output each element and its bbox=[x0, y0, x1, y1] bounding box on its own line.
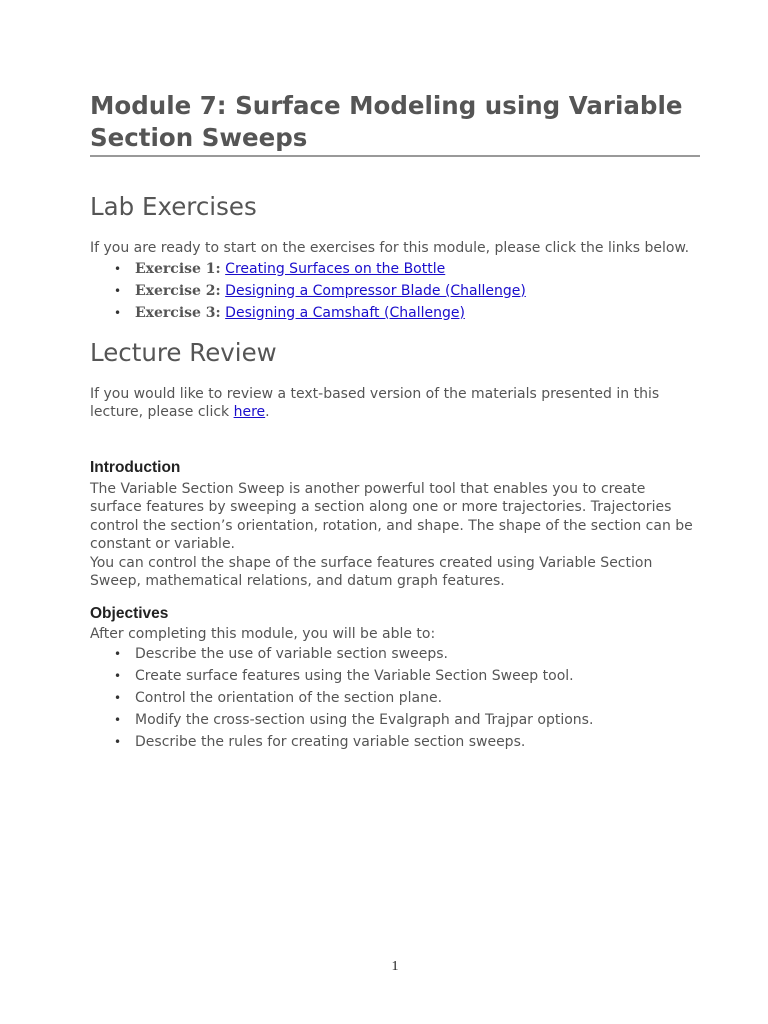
lab-intro-text: If you are ready to start on the exercises for this module, please click the links below. bbox=[90, 240, 690, 256]
objectives-heading: Objectives bbox=[90, 604, 169, 622]
exercise-3-link[interactable]: Designing a Camshaft (Challenge) bbox=[225, 304, 465, 321]
lecture-review-text bbox=[90, 385, 700, 422]
list-item bbox=[135, 302, 700, 324]
exercise-3-label: Exercise 3: bbox=[135, 304, 221, 321]
lab-exercises-heading: Lab Exercises bbox=[90, 192, 257, 221]
module-title: Module 7: Surface Modeling using Variable Section Sweeps bbox=[90, 90, 700, 157]
exercise-1-label: Exercise 1: bbox=[135, 260, 221, 277]
introduction-paragraph-1: The Variable Section Sweep is another powerful tool that enables you to create surface features by sweeping a section along one or more trajectories. Trajectories control the section’s orientation, rotation, and shape. The shape of the section can be constant or variable. bbox=[90, 480, 693, 552]
exercise-2-label: Exercise 2: bbox=[135, 282, 221, 299]
exercise-1-link[interactable]: Creating Surfaces on the Bottle bbox=[225, 260, 446, 277]
lecture-text-before: If you would like to review a text-based version of the materials presented in this lecture, please click bbox=[90, 385, 660, 420]
lecture-text-after: . bbox=[265, 404, 270, 420]
exercise-list bbox=[90, 258, 700, 324]
list-item bbox=[135, 258, 700, 280]
introduction-paragraph-2: You can control the shape of the surface features created using Variable Section Sweep, mathematical relations, and datum graph features. bbox=[90, 554, 653, 589]
objectives-intro-text: After completing this module, you will be able to: bbox=[90, 625, 436, 642]
page-number: 1 bbox=[391, 959, 399, 974]
list-item bbox=[135, 280, 700, 302]
lecture-review-heading: Lecture Review bbox=[90, 337, 277, 367]
exercise-2-link[interactable]: Designing a Compressor Blade (Challenge) bbox=[225, 282, 526, 299]
document-page bbox=[90, 90, 700, 753]
list-item: • Control the orientation of the section plane. bbox=[135, 687, 700, 709]
list-item: • Describe the use of variable section sweeps. bbox=[135, 643, 700, 665]
list-item: • Describe the rules for creating variable section sweeps. bbox=[135, 731, 700, 753]
list-item: • Create surface features using the Variable Section Sweep tool. bbox=[135, 665, 700, 687]
list-item: • Modify the cross-section using the Evalgraph and Trajpar options. bbox=[135, 709, 700, 731]
lecture-here-link[interactable]: here bbox=[233, 404, 266, 420]
objectives-list bbox=[90, 643, 700, 753]
introduction-heading: Introduction bbox=[90, 458, 181, 476]
